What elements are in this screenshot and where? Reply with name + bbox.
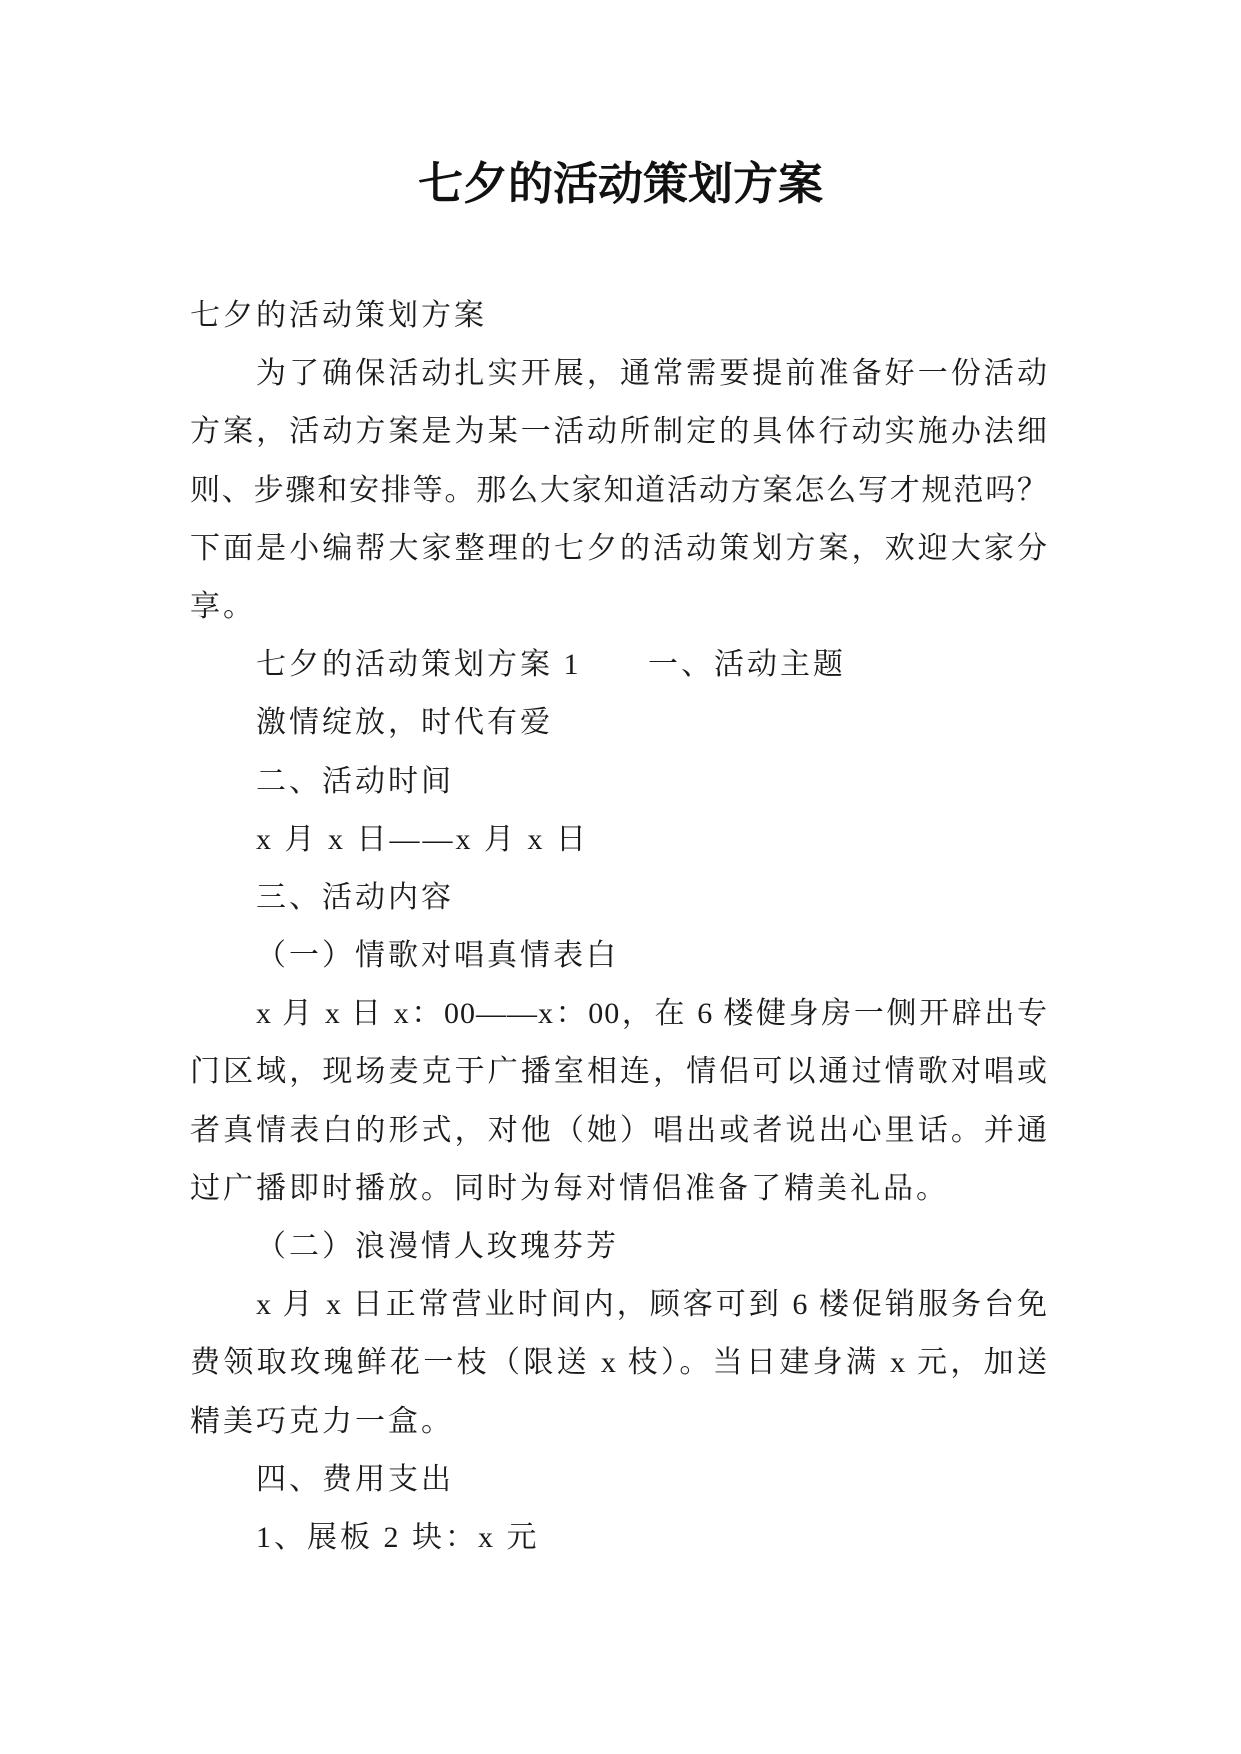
paragraph-line: x 月 x 日 x：00——x：00，在 6 楼健身房一侧开辟出专 (256, 997, 1048, 1031)
intro-line: 为了确保活动扎实开展，通常需要提前准备好一份活动 (256, 357, 1048, 391)
document-title: 七夕的活动策划方案 (417, 157, 823, 210)
paragraph-line: x 月 x 日正常营业时间内，顾客可到 6 楼促销服务台免 (256, 1288, 1048, 1322)
subsection-heading-rose: （二）浪漫情人玫瑰芬芳 (256, 1230, 619, 1263)
intro-line: 方案，活动方案是为某一活动所制定的具体行动实施办法细 (190, 415, 1048, 449)
plan-heading-row (190, 636, 1048, 694)
subsection-heading-love-song: （一）情歌对唱真情表白 (256, 939, 619, 973)
section-theme-text: 激情绽放，时代有爱 (256, 706, 553, 740)
paragraph-line: 门区域，现场麦克于广播室相连，情侣可以通过情歌对唱或 (190, 1055, 1048, 1089)
document-body (190, 287, 1048, 1567)
section-heading-time: 二、活动时间 (256, 764, 454, 798)
section-time-text: x 月 x 日——x 月 x 日 (256, 822, 589, 856)
intro-line: 则、步骤和安排等。那么大家知道活动方案怎么写才规范吗？ (190, 473, 1048, 507)
intro-line: 下面是小编帮大家整理的七夕的活动策划方案，欢迎大家分 (190, 531, 1048, 565)
subsection-rose-paragraph (190, 1276, 1048, 1451)
expense-item: 1、展板 2 块：x 元 (256, 1520, 540, 1554)
intro-line: 享。 (190, 589, 256, 623)
paragraph-line: 精美巧克力一盒。 (190, 1404, 454, 1438)
doc-heading: 七夕的活动策划方案 (190, 299, 487, 332)
paragraph-line: 过广播即时播放。同时为每对情侣准备了精美礼品。 (190, 1171, 949, 1205)
paragraph-line: 费领取玫瑰鲜花一枝（限送 x 枝）。当日建身满 x 元，加送 (190, 1346, 1048, 1380)
section-heading-theme: 一、活动主题 (648, 648, 846, 682)
paragraph-line: 者真情表白的形式，对他（她）唱出或者说出心里话。并通 (190, 1113, 1048, 1147)
intro-paragraph (190, 345, 1048, 636)
section-heading-expenses: 四、费用支出 (256, 1462, 454, 1496)
plan-title: 七夕的活动策划方案 1 (256, 648, 582, 682)
subsection-love-song-paragraph (190, 985, 1048, 1218)
section-heading-content: 三、活动内容 (256, 880, 454, 914)
